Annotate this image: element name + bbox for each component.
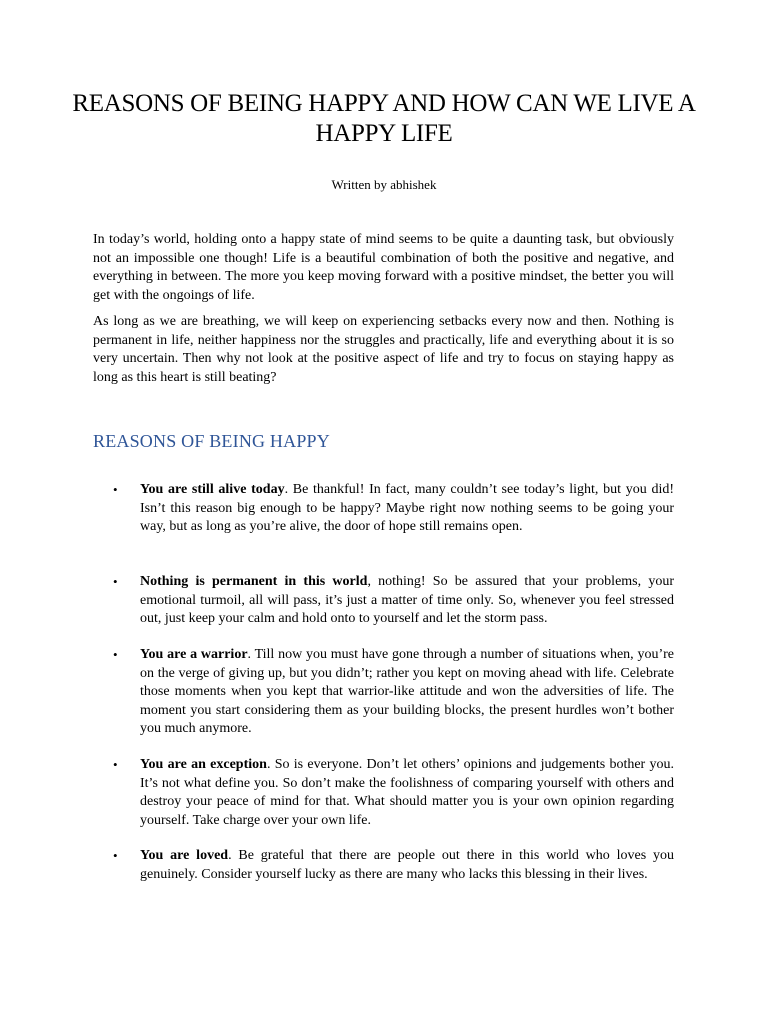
reason-list-item	[113, 481, 674, 537]
reason-lead: You are loved	[140, 848, 229, 863]
intro-paragraph: As long as we are breathing, we will keep on experiencing setbacks every now and then. Nothing is permanent in life, neither happiness nor the struggles and practically, life and everything about it is so very uncertain. Then why not look at the positive aspect of life and try to focus on staying happy as long as this heart is still beating?	[93, 314, 674, 385]
reason-text: . Till now you must have gone through a number of situations when, you’re on the verge of giving up, but you didn’t; rather you kept on moving ahead with life. Celebrate those moments when you kept that warrior-like attitude and won the adversities of life. The moment you start considering them as your building blocks, the present hurdles won’t bother you much anymore.	[140, 647, 674, 736]
intro-paragraph: In today’s world, holding onto a happy state of mind seems to be quite a daunting task, but obviously not an impossible one though! Life is a beautiful combination of both the positive and negative, and everything in between. The more you keep moving forward with a positive mindset, the better you will get with the ongoings of life.	[93, 232, 674, 303]
reason-list-item	[113, 646, 674, 739]
reason-lead: You are an exception	[140, 757, 267, 772]
reason-list-item	[113, 573, 674, 629]
reason-lead: You are still alive today	[140, 482, 285, 497]
bullet-icon: •	[113, 848, 118, 863]
document-title: REASONS OF BEING HAPPY AND HOW CAN WE LIVE A HAPPY LIFE	[72, 90, 696, 147]
bullet-icon: •	[113, 757, 118, 772]
author-byline: Written by abhishek	[331, 177, 437, 192]
reason-text: , nothing! So be assured that your problems, your emotional turmoil, all will pass, it’s just a matter of time only. So, whenever you feel stressed out, just keep your calm and hold onto to yourself and let the storm pass.	[140, 574, 674, 626]
section-heading: REASONS OF BEING HAPPY	[93, 431, 330, 451]
bullet-icon: •	[113, 482, 118, 497]
reason-text: . So is everyone. Don’t let others’ opinions and judgements bother you. It’s not what define you. So don’t make the foolishness of comparing yourself with others and destroy your peace of mind for that. What should matter you is your own opinion regarding yourself. Take charge over your own life.	[140, 757, 674, 828]
bullet-icon: •	[113, 574, 118, 589]
reason-list-item	[113, 847, 674, 884]
reason-text: . Be grateful that there are people out there in this world who loves you genuinely. Consider yourself lucky as there are many who lacks this blessing in their lives.	[140, 848, 674, 882]
reason-lead: Nothing is permanent in this world	[140, 574, 368, 589]
reason-text: . Be thankful! In fact, many couldn’t see today’s light, but you did! Isn’t this reason big enough to be happy? Maybe right now nothing seems to be going your way, but as long as you’re alive, the door of hope still remains open.	[140, 482, 674, 534]
reason-lead: You are a warrior	[140, 647, 248, 662]
reason-list-item	[113, 756, 674, 830]
bullet-icon: •	[113, 647, 118, 662]
